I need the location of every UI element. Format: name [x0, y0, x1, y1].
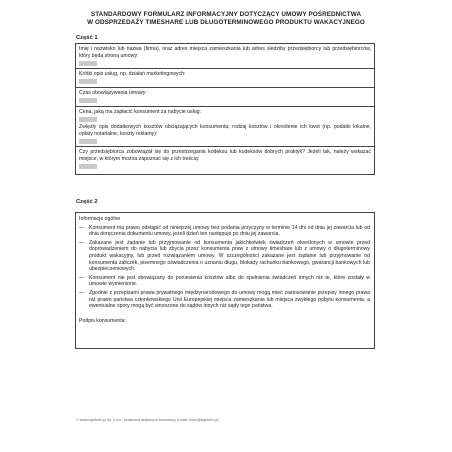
- row-label: Krótki opis usług, np. działań marketingowych:: [79, 71, 186, 77]
- document-title: [70, 11, 382, 27]
- info-item: [79, 225, 370, 238]
- form-row-services: [76, 69, 374, 88]
- form-row-company: [76, 44, 374, 69]
- part-1-form: [75, 43, 375, 175]
- title-line-1: STANDARDOWY FORMULARZ INFORMACYJNY DOTYCZĄCY UMOWY POŚREDNICTWA: [90, 11, 362, 18]
- input-field[interactable]: [79, 61, 97, 66]
- info-item-text: Zgodnie z przepisami prawa prywatnego międzynarodowego do umowy mogą mieć zastosowanie przepisy innego prawa niż prawo państwa członkowskiego Unii Europejskiej miejsca zamieszkania lub miejsca zwykłego pobytu konsumenta, a ewentualne spory mogą być wnoszone do sądów innych niż sądy tego państwa.: [89, 289, 370, 310]
- input-field[interactable]: [79, 79, 97, 84]
- input-field[interactable]: [79, 98, 97, 103]
- row-label: Cena, jaką ma zapłacić konsument za nabycie usług:: [79, 109, 201, 115]
- row-label: Imię i nazwisko lub nazwa (firma), oraz adres miejsca zamieszkania lub adres siedziby przedsiębiorcy lub przedsiębiorców, który będą stroną umowy:: [79, 46, 371, 59]
- info-item: [79, 290, 370, 310]
- info-item: [79, 240, 370, 273]
- general-info-heading: Informacje ogólne: [79, 216, 121, 222]
- input-field[interactable]: [79, 164, 97, 169]
- input-field[interactable]: [79, 117, 97, 122]
- info-item-text: Zakazane jest żądanie lub przyjmowanie od konsumenta jakichkolwiek świadczeń określonych w umowie przed doprowadzeniem do nabycia lub zbycia przez konsumenta praw z umowy timeshare lub z umowy o długoterminowy produkt wakacyjny, lub przed rozwiązaniem umowy. W szczególności zakazane jest żądanie lub przyjmowanie od konsumenta zaliczek, pisemnego oświadczenia o uznaniu długu, blokady rachunku bankowego, gwarancji bankowych lub ubezpieczeniowych.: [89, 239, 370, 273]
- row-label: Czy przedsiębiorca zobowiązał się do przestrzegania kodeksu lub kodeksów dobrych praktyk? Jeżeli tak, należy wskazać miejsce, w którym można zapoznać się z ich treścią:: [79, 149, 371, 162]
- info-item-text: Konsument nie jest obowiązany do poniesienia kosztów albo do spełnienia świadczeń innych niż te, które zostały w umowie wymienione.: [89, 274, 370, 288]
- info-item: [79, 275, 370, 288]
- dash-marker: —: [79, 239, 85, 246]
- form-row-price: [76, 107, 374, 147]
- signature-label: Podpis konsumenta:: [79, 317, 127, 324]
- form-row-code-of-practice: [76, 147, 374, 174]
- input-field[interactable]: [79, 139, 97, 144]
- part-1-label: Część 1: [76, 35, 98, 41]
- form-row-duration: [76, 88, 374, 107]
- dash-marker: —: [79, 224, 85, 231]
- info-item-text: Konsument ma prawo odstąpić od niniejszej umowy bez podania przyczyny w terminie 14 dni od dnia jej zawarcia lub od dnia doręczenia dokumentu umowy, jeżeli dzień ten następuje po dniu jej zawarcia.: [89, 224, 370, 238]
- dash-marker: —: [79, 274, 85, 281]
- part-2-label: Część 2: [76, 199, 98, 205]
- row-label-costs: Zwięzły opis dodatkowych kosztów obciążających konsumenta; rodzaj kosztów i określenie ich kwot (np. podatki lokalne, opłaty notarialne, koszty reklamy):: [79, 124, 371, 137]
- footer-copyright: © www.signform.pl Sp. z o.o., producent aktywnych formularzy, e-mail: biuro@signform.pl: [76, 418, 219, 422]
- title-line-2: W ODSPRZEDAŻY TIMESHARE LUB DŁUGOTERMINOWEGO PRODUKTU WAKACYJNEGO: [87, 19, 365, 26]
- dash-marker: —: [79, 289, 85, 296]
- row-label: Czas obowiązywania umowy:: [79, 90, 147, 96]
- part-2-information: [75, 212, 375, 349]
